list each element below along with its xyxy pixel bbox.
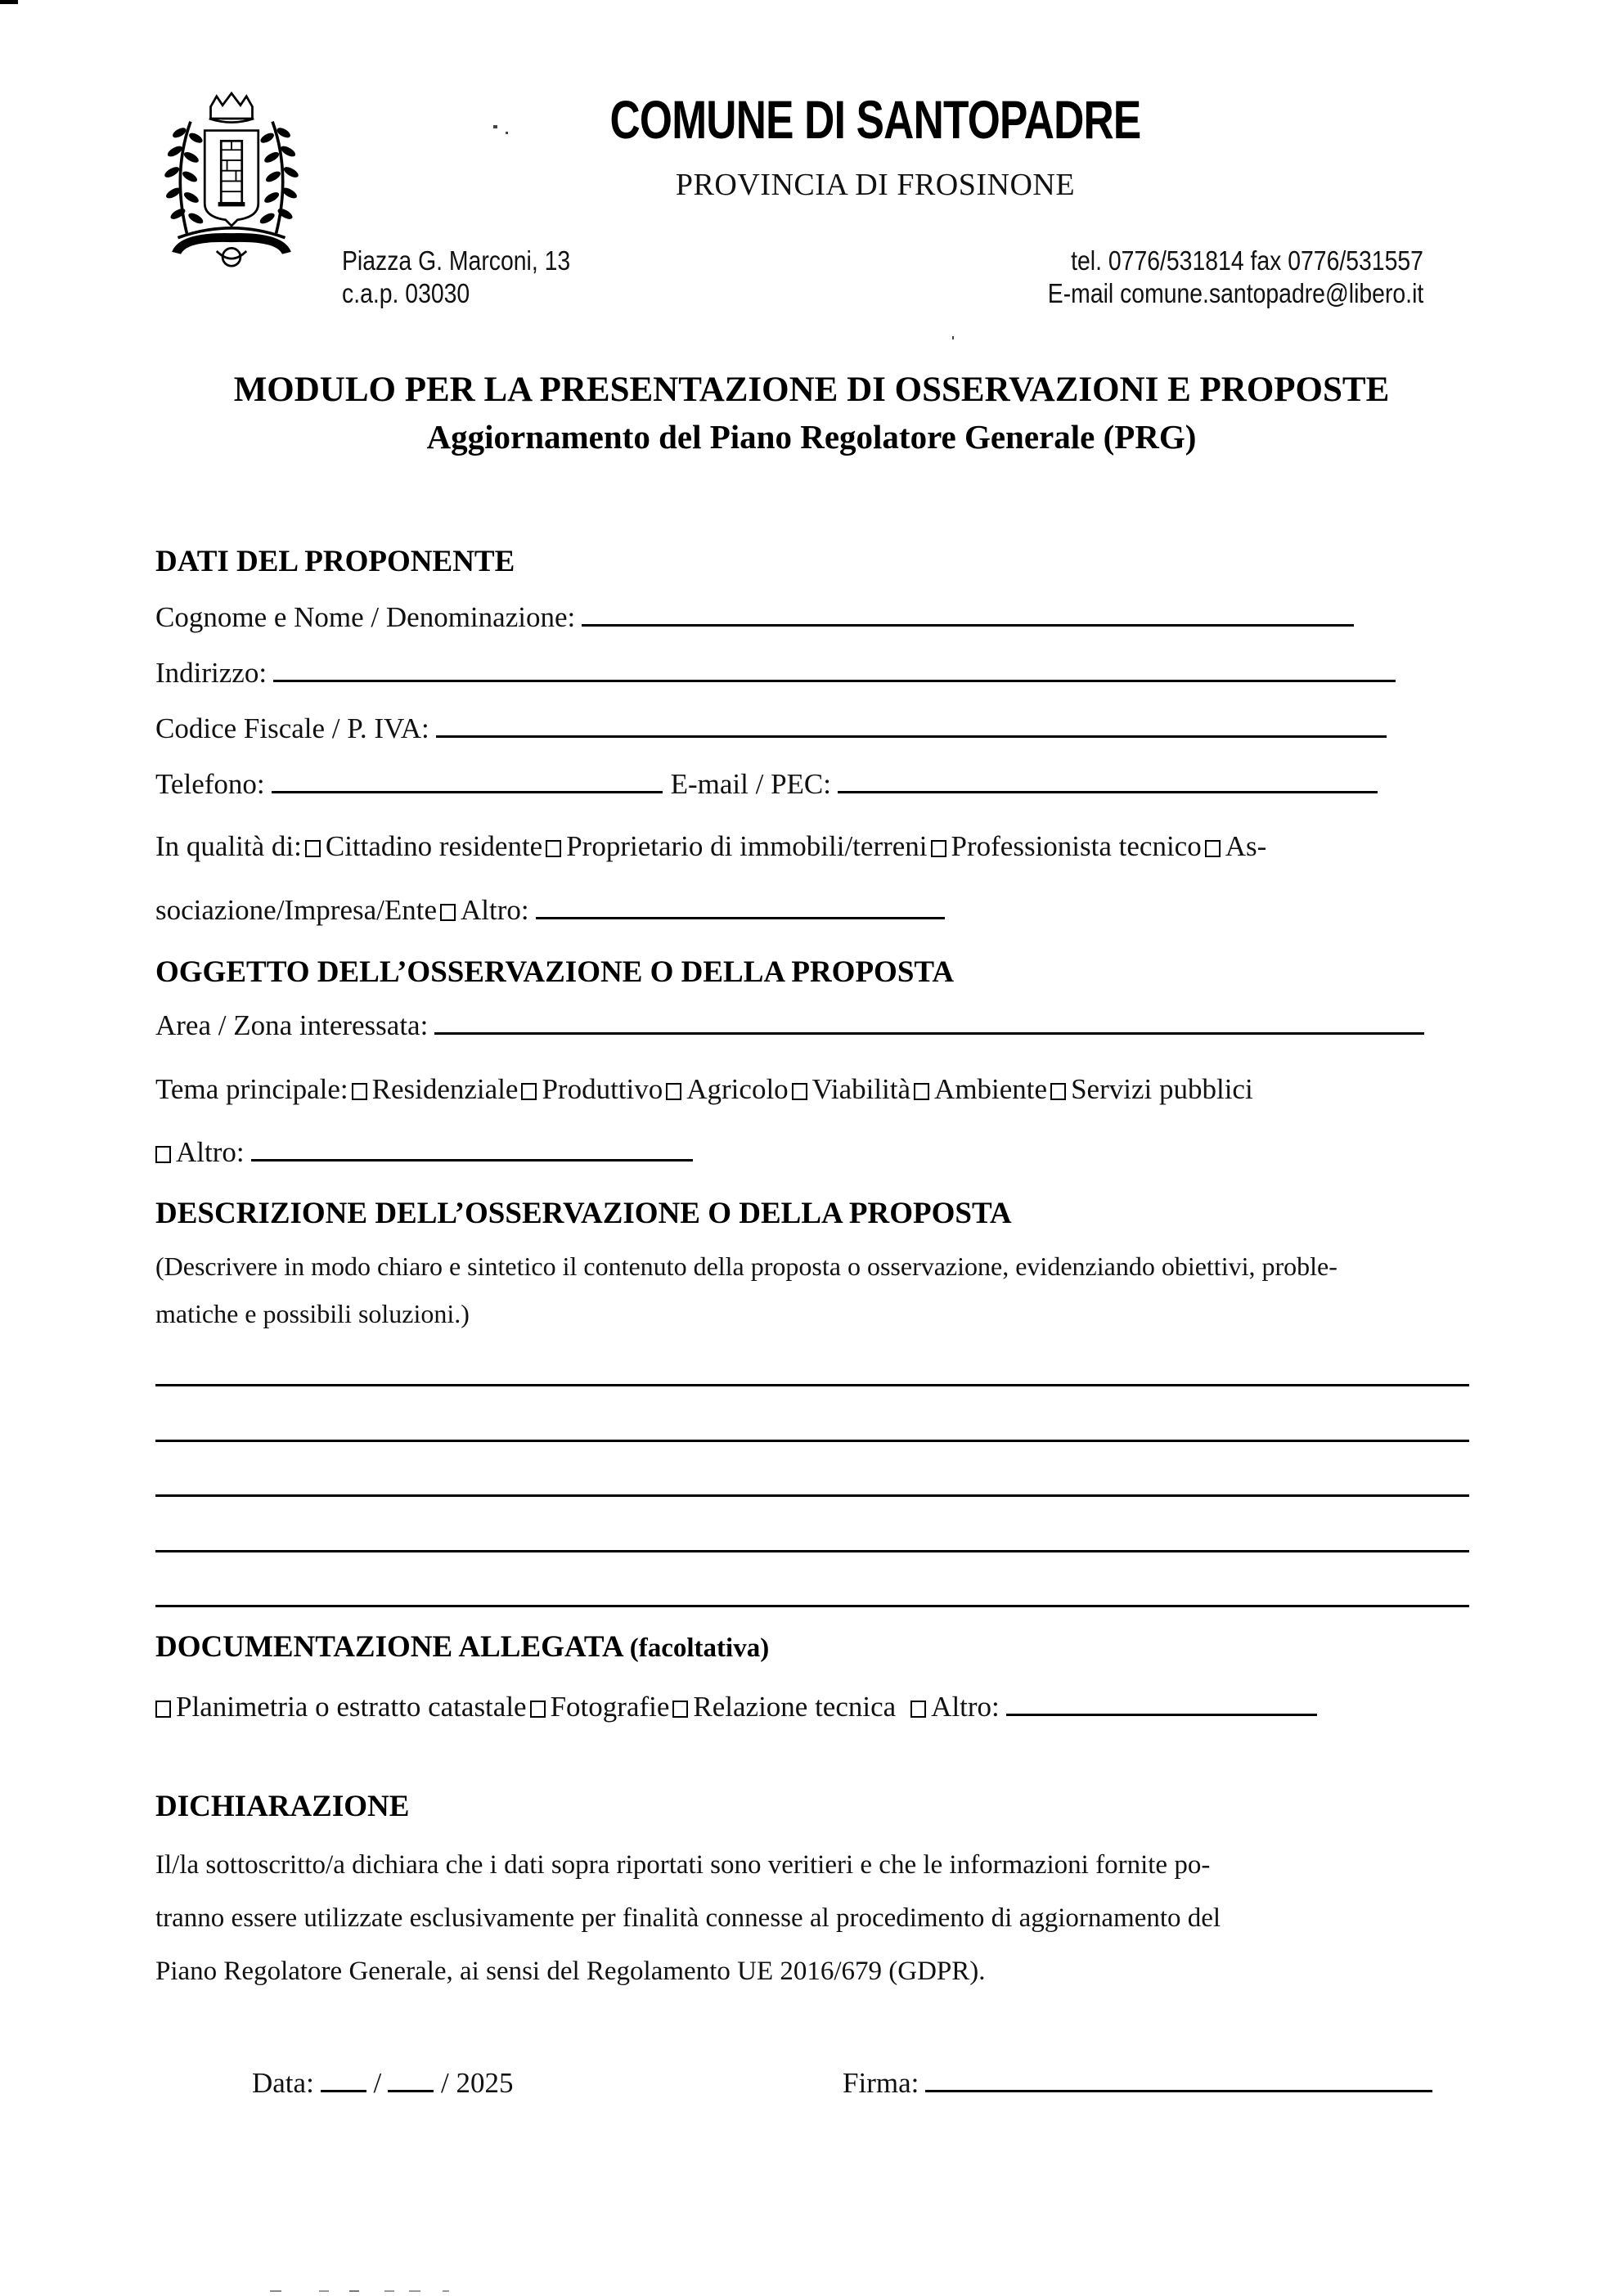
taxcode-label: Codice Fiscale / P. IVA: — [155, 712, 429, 744]
section-heading-descrizione: DESCRIZIONE DELL’OSSERVAZIONE O DELLA PROPOSTA — [155, 1197, 1012, 1230]
description-line-3[interactable] — [155, 1494, 1469, 1497]
scan-speck — [409, 2290, 420, 2292]
declaration-line-1: Il/la sottoscritto/a dichiara che i dati sopra riportati sono veritieri e che le informazioni fornite po- — [155, 1850, 1211, 1880]
role-other-label: Altro: — [461, 894, 529, 926]
name-field[interactable] — [582, 624, 1354, 627]
date-separator: / — [373, 2067, 382, 2099]
theme-option-label: Servizi pubblici — [1071, 1073, 1253, 1105]
theme-label: Tema principale: — [155, 1073, 348, 1105]
role-option-label: Proprietario di immobili/terreni — [566, 830, 928, 862]
phone-field[interactable] — [272, 791, 663, 793]
address-field[interactable] — [273, 680, 1396, 682]
role-row-1 — [155, 830, 1266, 863]
doc-checkbox-planimetria[interactable] — [155, 1701, 171, 1718]
role-checkbox-proprietario[interactable] — [546, 840, 561, 857]
province-name: PROVINCIA DI FROSINONE — [675, 168, 1076, 202]
theme-option-label: Agricolo — [686, 1073, 789, 1105]
doc-checkbox-fotografie[interactable] — [530, 1701, 546, 1718]
description-instructions-1: (Descrivere in modo chiaro e sintetico il contenuto della proposta o osservazione, evidenziando obiettivi, proble- — [155, 1251, 1338, 1281]
theme-option-label: Ambiente — [934, 1073, 1048, 1105]
date-label: Data: — [252, 2067, 314, 2099]
name-field-row — [155, 601, 1354, 634]
phone-fax: tel. 0776/531814 fax 0776/531557 — [1071, 245, 1423, 276]
scan-speck — [349, 2290, 359, 2292]
role-row-2 — [155, 894, 945, 927]
doc-checkbox-altro[interactable] — [910, 1701, 926, 1718]
role-checkbox-altro[interactable] — [440, 904, 456, 921]
email-label: E-mail / PEC: — [670, 768, 831, 800]
address-field-row — [155, 657, 1396, 690]
name-label: Cognome e Nome / Denominazione: — [155, 601, 576, 633]
form-subtitle: Aggiornamento del Piano Regolatore Generale (PRG) — [426, 418, 1197, 456]
role-option-label: sociazione/Impresa/Ente — [155, 894, 438, 926]
declaration-line-2: tranno essere utilizzate esclusivamente per finalità connesse al procedimento di aggiornamento del — [155, 1903, 1221, 1933]
signature-field[interactable] — [925, 2090, 1432, 2092]
doc-option-label: Relazione tecnica — [693, 1691, 897, 1723]
date-month-field[interactable] — [388, 2090, 434, 2092]
scan-corner-mark — [0, 0, 18, 4]
role-option-label: Cittadino residente — [325, 830, 543, 862]
address-postcode: c.a.p. 03030 — [342, 278, 470, 308]
address-label: Indirizzo: — [155, 657, 268, 689]
role-label: In qualità di: — [155, 830, 302, 862]
doc-other-field[interactable] — [1006, 1714, 1317, 1716]
taxcode-field[interactable] — [436, 735, 1387, 738]
address-street: Piazza G. Marconi, 13 — [342, 245, 571, 276]
declaration-line-3: Piano Regolatore Generale, ai sensi del Regolamento UE 2016/679 (GDPR). — [155, 1957, 986, 1986]
role-other-field[interactable] — [536, 917, 945, 919]
date-row — [252, 2067, 514, 2100]
scan-speck — [384, 2290, 394, 2292]
description-line-5[interactable] — [155, 1605, 1469, 1607]
section-heading-oggetto: OGGETTO DELL’OSSERVAZIONE O DELLA PROPOSTA — [155, 955, 955, 989]
scan-speck — [443, 2290, 449, 2292]
description-line-2[interactable] — [155, 1440, 1469, 1442]
scan-speck — [952, 336, 954, 339]
theme-option-label: Viabilità — [812, 1073, 911, 1105]
role-checkbox-associazione[interactable] — [1205, 840, 1221, 857]
theme-other-field[interactable] — [251, 1159, 693, 1161]
area-field-row — [155, 1009, 1424, 1042]
doc-checkbox-relazione[interactable] — [672, 1701, 688, 1718]
description-line-1[interactable] — [155, 1384, 1469, 1386]
signature-row — [843, 2067, 1432, 2100]
theme-row — [155, 1073, 1253, 1106]
theme-checkbox-servizi[interactable] — [1050, 1083, 1066, 1100]
date-year: / 2025 — [441, 2067, 514, 2099]
area-label: Area / Zona interessata: — [155, 1009, 429, 1041]
role-option-label: Professionista tecnico — [951, 830, 1202, 862]
scan-speck — [319, 2290, 329, 2292]
role-checkbox-cittadino[interactable] — [305, 840, 321, 857]
scan-speck — [270, 2290, 281, 2292]
documentation-heading-text: DOCUMENTAZIONE ALLEGATA — [155, 1630, 623, 1664]
email-field[interactable] — [838, 791, 1378, 793]
role-checkbox-professionista[interactable] — [931, 840, 946, 857]
phone-email-row — [155, 768, 1378, 801]
municipality-name: COMUNE DI SANTOPADRE — [609, 89, 1141, 150]
phone-label: Telefono: — [155, 768, 265, 800]
doc-other-label: Altro: — [931, 1691, 1000, 1723]
theme-checkbox-agricolo[interactable] — [666, 1083, 681, 1100]
theme-option-label: Produttivo — [542, 1073, 663, 1105]
theme-checkbox-ambiente[interactable] — [914, 1083, 929, 1100]
doc-option-label: Fotografie — [550, 1691, 670, 1723]
description-line-4[interactable] — [155, 1550, 1469, 1552]
theme-checkbox-produttivo[interactable] — [521, 1083, 537, 1100]
theme-checkbox-residenziale[interactable] — [352, 1083, 367, 1100]
documentation-heading-note: (facoltativa) — [629, 1633, 770, 1663]
signature-label: Firma: — [843, 2067, 919, 2099]
theme-option-label: Residenziale — [371, 1073, 519, 1105]
theme-other-label: Altro: — [176, 1136, 245, 1168]
area-field[interactable] — [434, 1032, 1424, 1035]
section-heading-proponente: DATI DEL PROPONENTE — [155, 545, 515, 578]
role-option-label: As- — [1225, 830, 1267, 862]
description-instructions-2: matiche e possibili soluzioni.) — [155, 1299, 470, 1328]
theme-checkbox-viabilita[interactable] — [792, 1083, 807, 1100]
date-day-field[interactable] — [321, 2090, 366, 2092]
doc-option-label: Planimetria o estratto catastale — [176, 1691, 527, 1723]
email-contact: E-mail comune.santopadre@libero.it — [1047, 278, 1423, 308]
theme-checkbox-altro[interactable] — [155, 1146, 171, 1163]
theme-other-row — [155, 1136, 693, 1169]
form-title: MODULO PER LA PRESENTAZIONE DI OSSERVAZIONI E PROPOSTE — [233, 371, 1390, 409]
documentation-row — [155, 1691, 1317, 1723]
taxcode-field-row — [155, 712, 1387, 745]
section-heading-documentazione — [155, 1629, 769, 1665]
section-heading-dichiarazione: DICHIARAZIONE — [155, 1790, 410, 1823]
